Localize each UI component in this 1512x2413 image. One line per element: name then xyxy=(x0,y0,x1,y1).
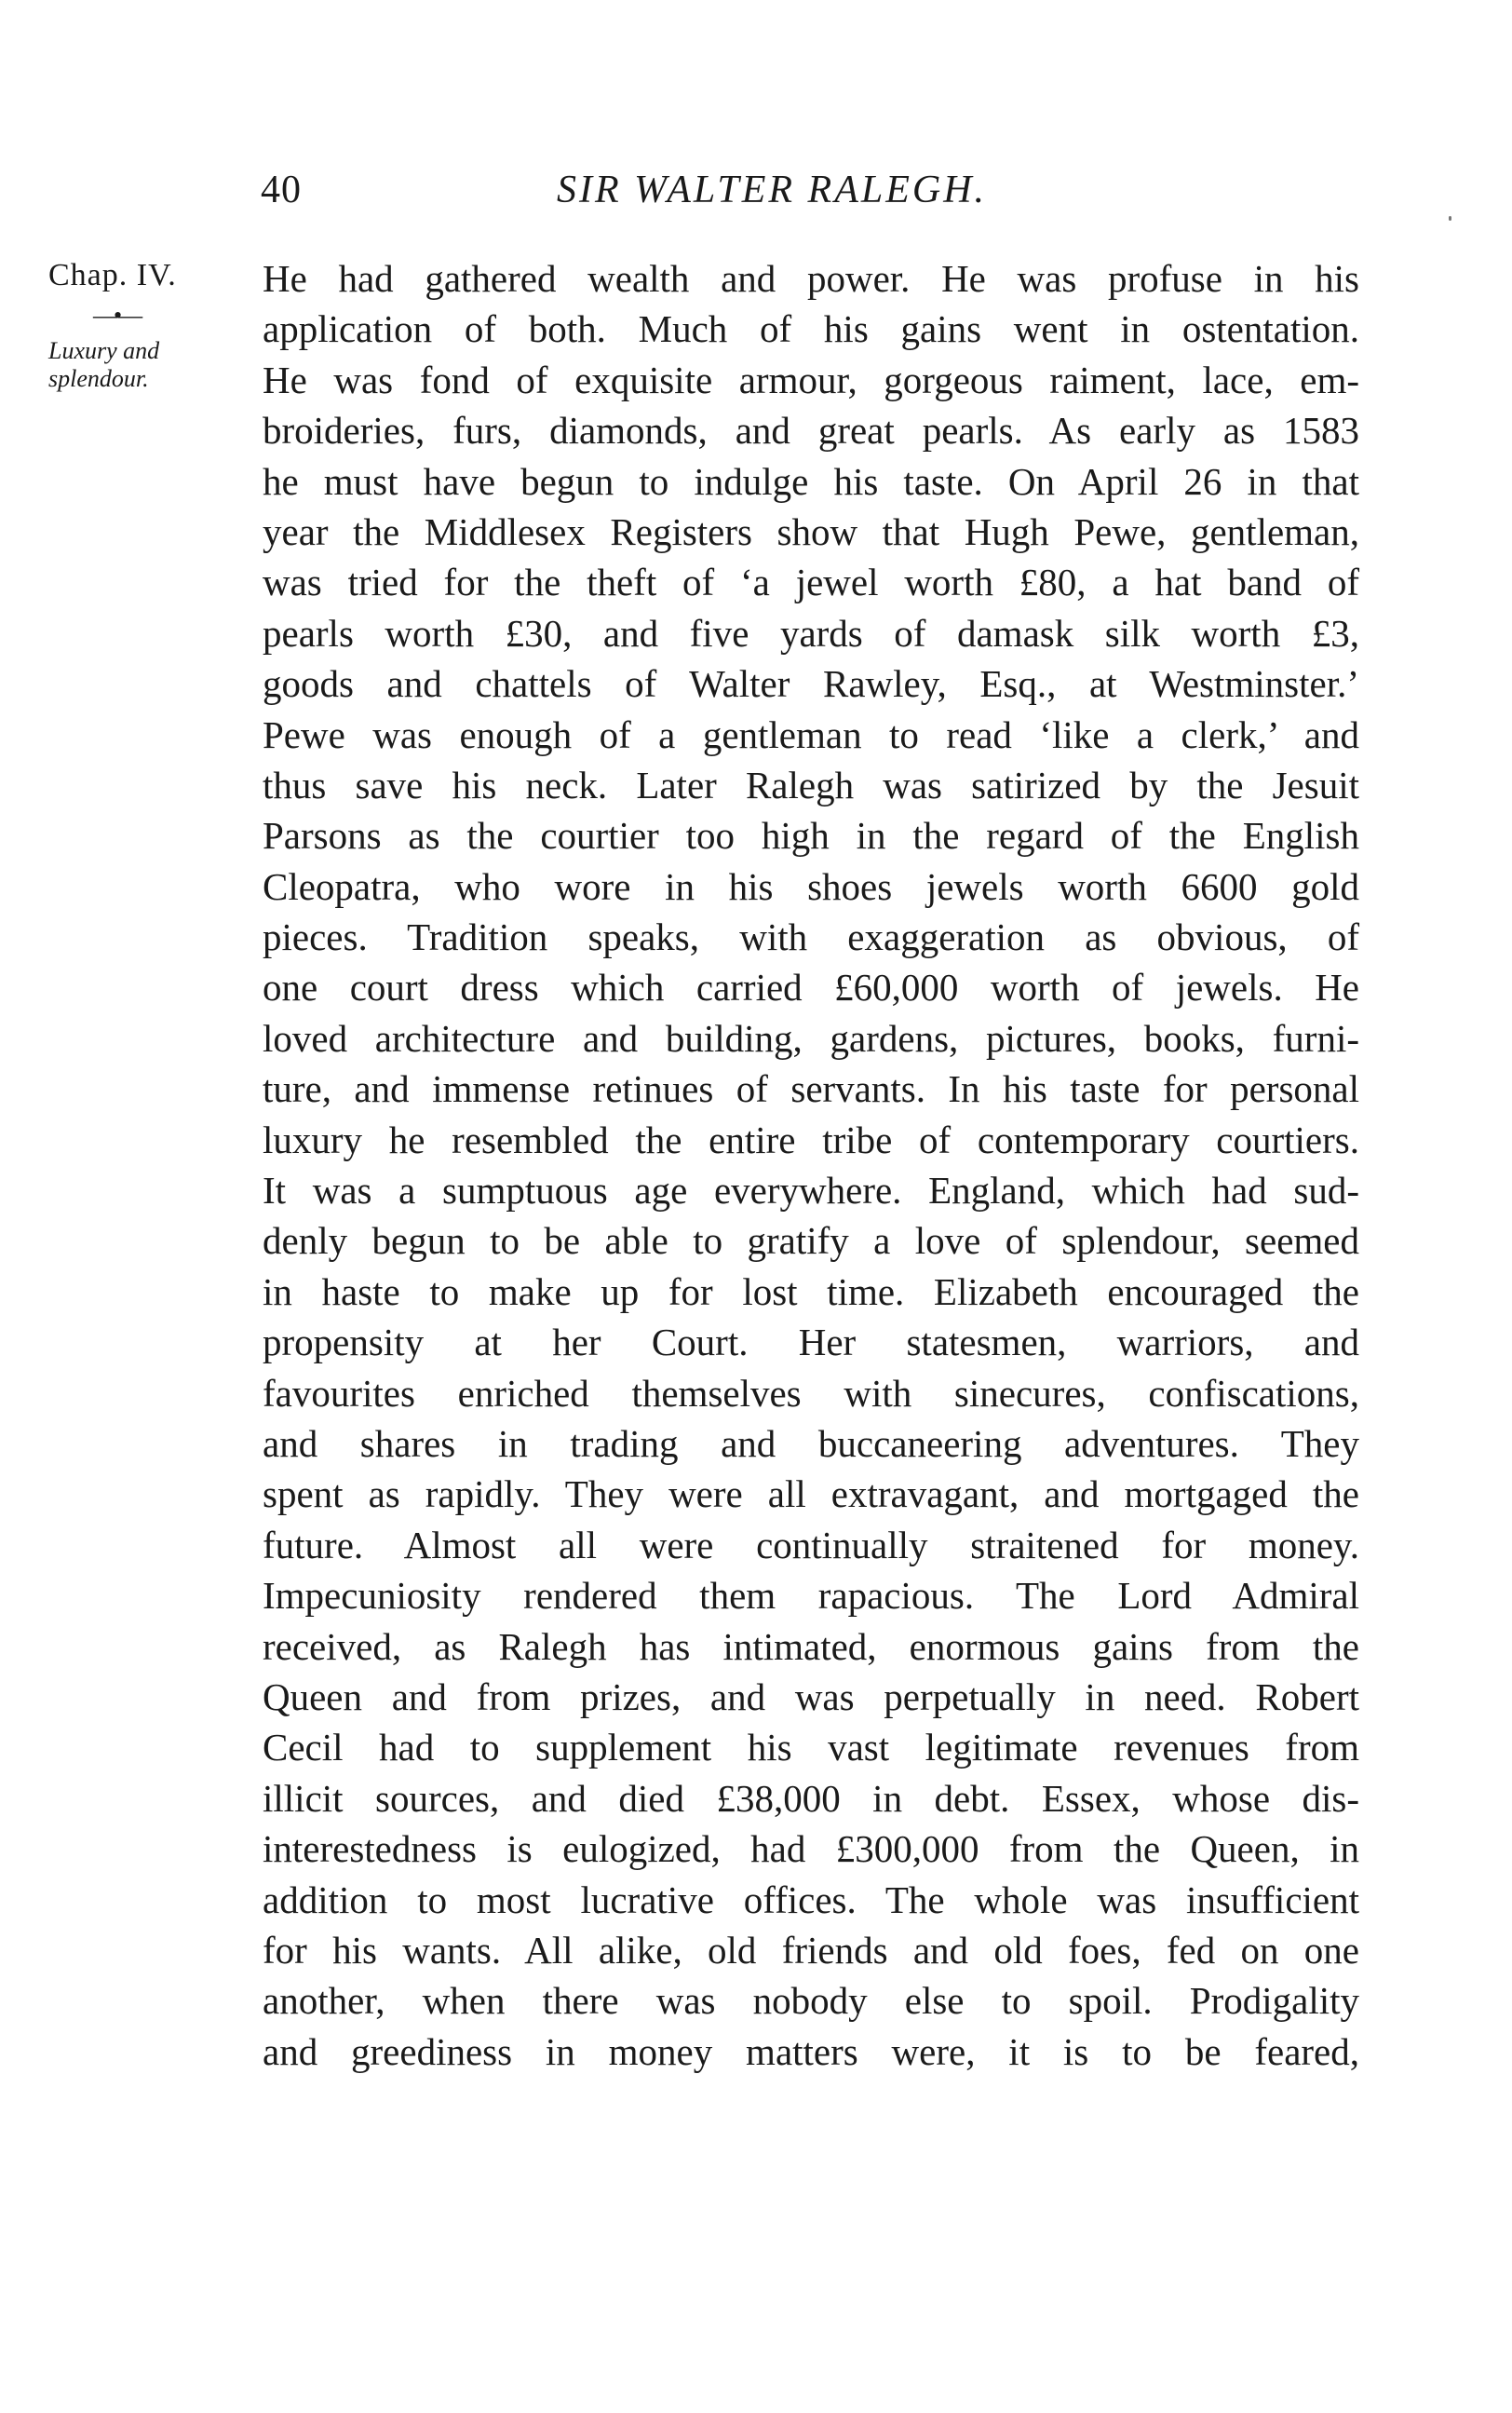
text-line: loved architecture and building, gardens, pictures, books, furni- xyxy=(263,1016,1359,1060)
text-line: ture, and immense retinues of servants. In his taste for personal xyxy=(263,1067,1359,1111)
chapter-label: Chap. IV. xyxy=(48,258,177,292)
running-head xyxy=(261,168,1359,224)
text-line: goods and chattels of Walter Rawley, Esq., at Westminster.’ xyxy=(263,662,1359,706)
marginal-note-line-2: splendour. xyxy=(48,365,149,392)
text-line: future. Almost all were continually straitened for money. xyxy=(263,1523,1359,1566)
text-line: addition to most lucrative offices. The whole was insufficient xyxy=(263,1878,1359,1921)
body-text xyxy=(263,253,1359,2077)
text-line: He was fond of exquisite armour, gorgeous raiment, lace, em- xyxy=(263,358,1359,401)
text-line: was tried for the theft of ‘a jewel worth £80, a hat band of xyxy=(263,561,1359,604)
page-number: 40 xyxy=(261,169,302,211)
left-margin xyxy=(48,257,263,393)
text-line: and shares in trading and buccaneering adventures. They xyxy=(263,1421,1359,1465)
text-line: he must have begun to indulge his taste. On April 26 in that xyxy=(263,459,1359,503)
text-line: and greediness in money matters were, it is to be feared, xyxy=(263,2029,1359,2073)
text-line: luxury he resembled the entire tribe of contemporary courtiers. xyxy=(263,1118,1359,1161)
ornament-divider: —•— xyxy=(93,302,140,329)
text-line: Impecuniosity rendered them rapacious. The Lord Admiral xyxy=(263,1574,1359,1618)
text-line: pieces. Tradition speaks, with exaggeration as obvious, of xyxy=(263,915,1359,959)
text-line: for his wants. All alike, old friends and old foes, fed on one xyxy=(263,1928,1359,1972)
text-line: Parsons as the courtier too high in the regard of the English xyxy=(263,814,1359,858)
text-line: Cleopatra, who wore in his shoes jewels worth 6600 gold xyxy=(263,864,1359,908)
text-line: year the Middlesex Registers show that Hugh Pewe, gentleman, xyxy=(263,509,1359,553)
text-line: interestedness is eulogized, had £300,000 from the Queen, in xyxy=(263,1827,1359,1871)
text-line: He had gathered wealth and power. He was profuse in his xyxy=(263,257,1359,300)
text-line: spent as rapidly. They were all extravagant, and mortgaged the xyxy=(263,1472,1359,1516)
text-line: application of both. Much of his gains went in ostentation. xyxy=(263,307,1359,351)
text-line: Queen and from prizes, and was perpetually in need. Robert xyxy=(263,1674,1359,1718)
print-speck xyxy=(1449,216,1451,221)
marginal-note-line-1: Luxury and xyxy=(48,337,160,364)
text-line: denly begun to be able to gratify a love of splendour, seemed xyxy=(263,1219,1359,1263)
text-line: pearls worth £30, and five yards of damask silk worth £3, xyxy=(263,611,1359,655)
marginal-note xyxy=(48,337,272,393)
text-line: It was a sumptuous age everywhere. England, which had sud- xyxy=(263,1169,1359,1213)
text-line: broideries, furs, diamonds, and great pearls. As early as 1583 xyxy=(263,409,1359,453)
text-line: thus save his neck. Later Ralegh was satirized by the Jesuit xyxy=(263,763,1359,807)
text-line: Pewe was enough of a gentleman to read ‘like a clerk,’ and xyxy=(263,712,1359,756)
text-line: propensity at her Court. Her statesmen, warriors, and xyxy=(263,1321,1359,1364)
text-line: in haste to make up for lost time. Elizabeth encouraged the xyxy=(263,1269,1359,1313)
text-line: received, as Ralegh has intimated, enormous gains from the xyxy=(263,1624,1359,1668)
text-line: Cecil had to supplement his vast legitimate revenues from xyxy=(263,1726,1359,1769)
text-line: another, when there was nobody else to spoil. Prodigality xyxy=(263,1979,1359,2023)
text-line: favourites enriched themselves with sinecures, confiscations, xyxy=(263,1371,1359,1415)
text-line: one court dress which carried £60,000 worth of jewels. He xyxy=(263,966,1359,1010)
running-title: SIR WALTER RALEGH. xyxy=(557,169,988,211)
text-line: illicit sources, and died £38,000 in debt. Essex, whose dis- xyxy=(263,1776,1359,1820)
